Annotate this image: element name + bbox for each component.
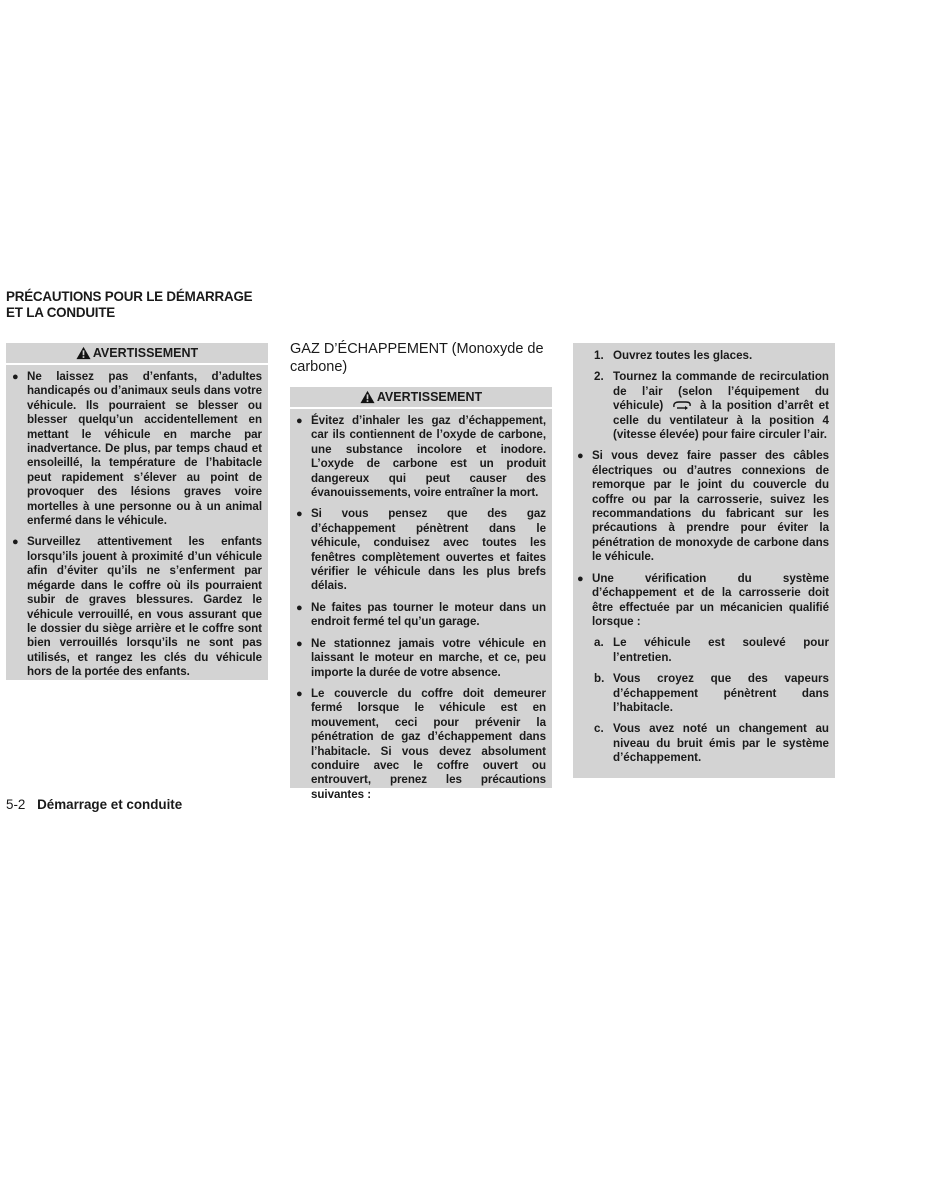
warning-triangle-icon xyxy=(360,390,375,404)
page-number: 5-2 xyxy=(6,797,26,812)
warning-label: AVERTISSEMENT xyxy=(92,346,199,360)
bullet-icon: ● xyxy=(296,637,303,650)
step-item: 1. Ouvrez toutes les glaces. xyxy=(594,349,753,362)
bullet-icon: ● xyxy=(12,371,19,383)
sub-item: c. Vous avez noté un changement au niveau du bruit émis par le système d’échappement. xyxy=(594,722,829,765)
warning-header xyxy=(290,387,552,409)
list-item: ● Le couvercle du coffre doit demeurer fermé lorsque le véhicule est en mouvement, ceci pour prévenir la pénétration de gaz d’échappement dans l’habitacle. Si vous devez absolument conduire avec le coffre ouvert ou entrouvert, prenez les précautions suivantes : xyxy=(296,686,546,801)
bullet-icon: ● xyxy=(12,536,19,549)
section-title: PRÉCAUTIONS POUR LE DÉMARRAGE ET LA CONDUITE xyxy=(6,289,253,320)
list-item: ● Une vérification du système d’échappement et de la carrosserie doit être effectuée par un mécanicien qualifié lorsque : xyxy=(577,571,829,628)
list-item: ● Ne stationnez jamais votre véhicule en laissant le moteur en marche, et ce, peu importe la durée de votre absence. xyxy=(296,636,546,679)
warning-box-children xyxy=(6,343,268,680)
page-footer xyxy=(6,797,182,813)
precautions-box xyxy=(573,343,835,778)
bullet-icon: ● xyxy=(296,508,303,521)
exhaust-gas-heading: GAZ D’ÉCHAPPEMENT (Monoxyde de carbone) xyxy=(290,341,544,375)
sub-item: b. Vous croyez que des vapeurs d’échappement pénètrent dans l’habitacle. xyxy=(594,672,829,714)
list-item: ● Évitez d’inhaler les gaz d’échappement, car ils contiennent de l’oxyde de carbone, une substance incolore et inodore. L’oxyde de carbone est un produit dangereux qui peut causer des évanouissements, voire entraîner la mort. xyxy=(296,414,546,500)
bullet-icon: ● xyxy=(296,415,303,427)
bullet-icon: ● xyxy=(577,450,584,463)
warning-label: AVERTISSEMENT xyxy=(376,390,483,404)
list-item: ● Ne laissez pas d’enfants, d’adultes handicapés ou d’animaux seuls dans votre véhicule. Ils pourraient se blesser ou blesser quelqu’un accidentellement en mettant le véhicule en marche par inadvertance. De plus, par temps chaud et ensoleillé, la température de l’habitacle peut rapidement s’élever au point de provoquer des lésions graves voire mortelles à une personne ou à un animal enfermé dans le véhicule. xyxy=(12,370,262,528)
recirculation-icon xyxy=(671,400,693,410)
bullet-icon: ● xyxy=(296,687,303,700)
list-item: ● Ne faites pas tourner le moteur dans un endroit fermé tel qu’un garage. xyxy=(296,600,546,629)
list-item: ● Si vous pensez que des gaz d’échappement pénètrent dans le véhicule, conduisez avec toutes les fenêtres complètement ouvertes et faites vérifier le véhicule dans les plus brefs délais. xyxy=(296,507,546,593)
bullet-icon: ● xyxy=(577,572,584,585)
warning-box-exhaust xyxy=(290,387,552,801)
sub-item: a. Le véhicule est soulevé pour l’entretien. xyxy=(594,636,829,664)
bullet-icon: ● xyxy=(296,601,303,614)
step-item: 2. Tournez la commande de recirculation de l’air (selon l’équipement du véhicule) à la position d’arrêt et celle du ventilateur à la position 4 (vitesse élevée) pour faire circuler l’air. xyxy=(594,370,829,442)
warning-header xyxy=(6,343,268,365)
list-item: ● Surveillez attentivement les enfants lorsqu’ils jouent à proximité d’un véhicule afin d’éviter qu’ils ne s’enferment par mégarde dans le coffre où ils pourraient subir de graves blessures. Gardez le véhicule verrouillé, en vous assurant que le dossier du siège arrière et le coffre sont bien verrouillés lorsqu’ils ne sont pas utilisés, et rangez les clés du véhicule hors de la portée des enfants. xyxy=(12,535,262,679)
chapter-title: Démarrage et conduite xyxy=(37,797,183,812)
warning-triangle-icon xyxy=(76,346,91,360)
list-item: ● Si vous devez faire passer des câbles électriques ou d’autres connexions de remorque par le joint du couvercle du coffre ou par la carrosserie, suivez les recommandations du fabricant sur les précautions à prendre pour éviter la pénétration de monoxyde de carbone dans le véhicule. xyxy=(577,449,829,564)
